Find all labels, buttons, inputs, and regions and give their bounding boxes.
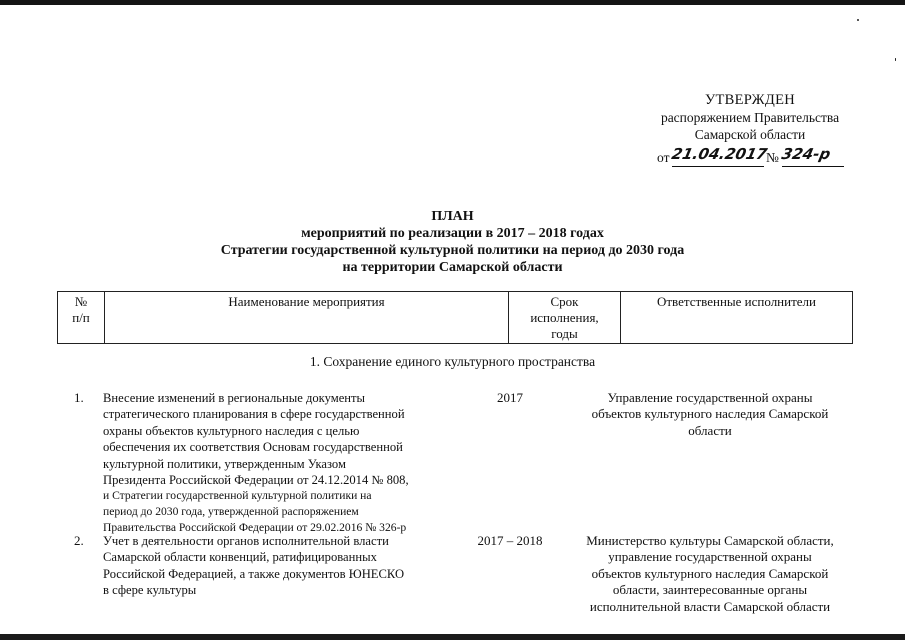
approval-ot: от	[657, 150, 670, 165]
number-sign: №	[766, 150, 779, 165]
date-underline	[672, 166, 764, 167]
row-1-name: Внесение изменений в региональные документы стратегического планирования в сфере государственной охраны объектов культурного наследия с целью обеспечения их соответствия Основам государственной культурной политики, утвержденным Указом Президента Российской Федерации от 24.12.2014 № 808, и Стратегии государственной культурной политики на период до 2030 года, утвержденной распоряжением Правительства Российской Федерации от 29.02.2016 № 326-р	[103, 391, 409, 535]
scan-top-edge	[0, 0, 905, 5]
section-heading: 1. Сохранение единого культурного пространства	[309, 354, 596, 369]
table-header	[57, 291, 853, 344]
approval-date-number	[654, 144, 854, 170]
scan-speck	[895, 58, 896, 61]
plan-subtitle-1: мероприятий по реализации в 2017 – 2018 годах	[301, 226, 604, 241]
row-2-name: Учет в деятельности органов исполнительной власти Самарской области конвенций, ратифицированных Российской Федерацией, а также документов ЮНЕСКО в сфере культуры	[103, 534, 405, 598]
plan-subtitle-2: Стратегии государственной культурной политики на период до 2030 года	[220, 243, 685, 258]
scan-speck	[857, 19, 859, 21]
header-name: Наименование мероприятия	[105, 292, 509, 343]
row-1-term: 2017	[497, 390, 523, 405]
plan-subtitle-3: на территории Самарской области	[342, 260, 563, 275]
handwritten-number: 324-р	[780, 145, 833, 163]
row-1-number: 1.	[74, 390, 84, 405]
scan-bottom-edge	[0, 634, 905, 640]
row-2-responsible: Министерство культуры Самарской области, управление государственной охраны объектов культурного наследия Самарской области, заинтересованные органы исполнительной власти Самарской области	[586, 533, 834, 614]
plan-title: ПЛАН	[431, 209, 474, 224]
header-num: № п/п	[58, 292, 105, 343]
row-2-term: 2017 – 2018	[477, 533, 543, 548]
approval-line-2: Самарской области	[694, 127, 806, 142]
header-responsible: Ответственные исполнители	[656, 294, 816, 309]
number-underline	[782, 166, 844, 167]
handwritten-date: 21.04.2017	[670, 145, 769, 163]
row-1-responsible: Управление государственной охраны объектов культурного наследия Самарской области	[591, 390, 829, 438]
approval-stamp: УТВЕРЖДЕН	[704, 92, 796, 108]
header-term: Срок исполнения, годы	[509, 292, 621, 343]
approval-line-1: распоряжением Правительства	[660, 110, 840, 125]
approval-block	[640, 92, 860, 143]
row-2-number: 2.	[74, 533, 84, 548]
